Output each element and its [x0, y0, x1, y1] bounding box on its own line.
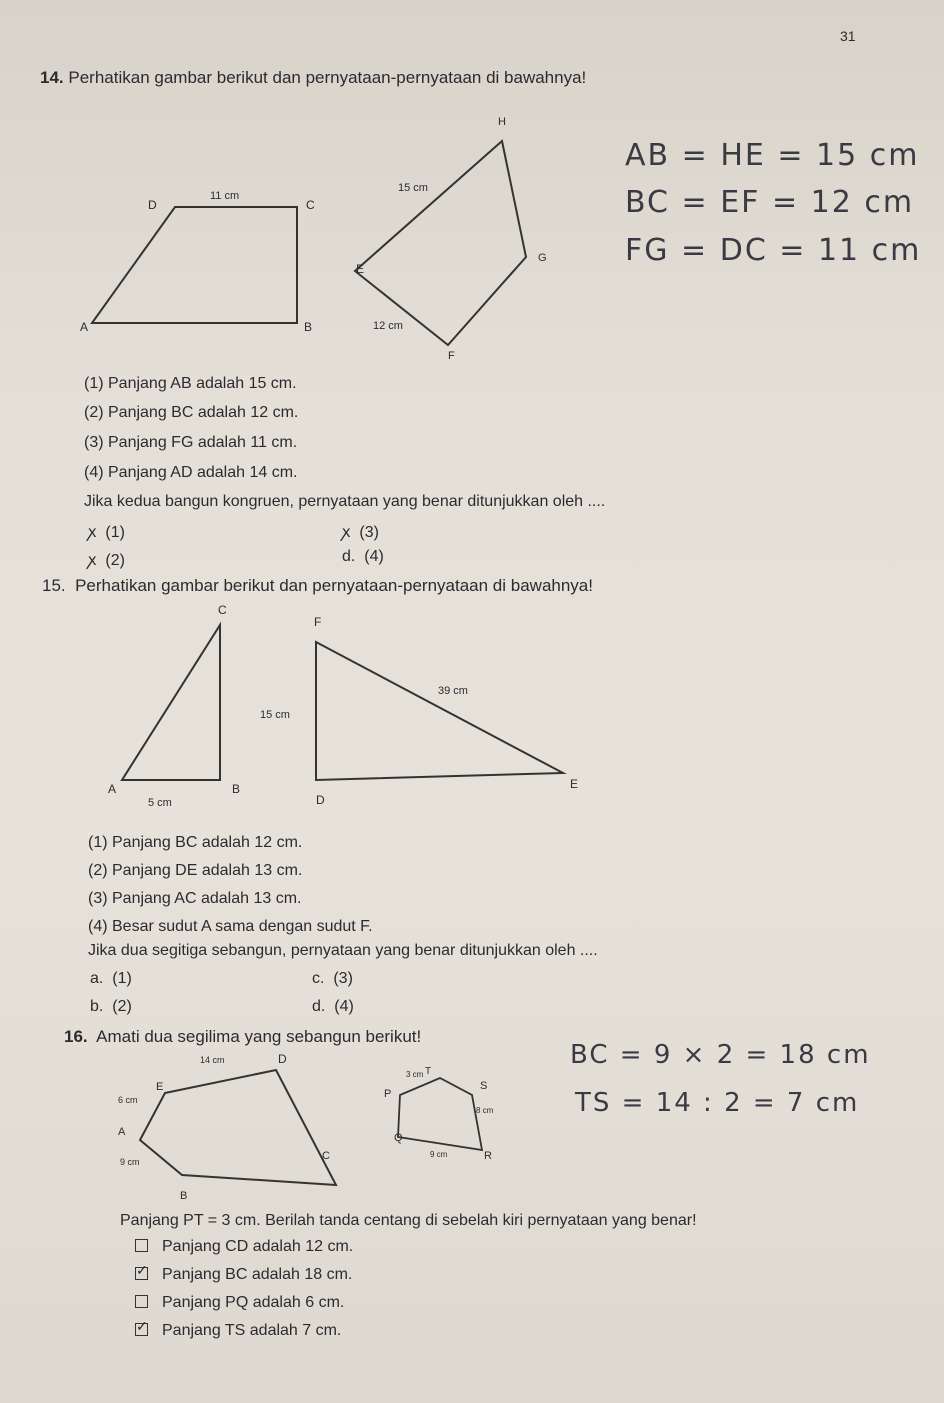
q14-prompt [40, 68, 586, 88]
q14-prompt-text: Perhatikan gambar berikut dan pernyataan-pernyataan di bawahnya! [68, 68, 587, 87]
q16-figure [100, 1045, 520, 1205]
q16-check-4[interactable] [135, 1318, 342, 1340]
q15-option-b[interactable] [90, 998, 132, 1016]
label-s: S [480, 1080, 488, 1092]
cross-mark-icon: ꭗ [88, 550, 97, 569]
q14-option-c[interactable] [342, 520, 379, 542]
q14-option-b[interactable] [88, 548, 125, 570]
checkbox-icon[interactable] [135, 1239, 148, 1252]
q15-option-b-letter: b. [90, 998, 104, 1015]
length-ea: 6 cm [118, 1095, 138, 1105]
q14-question: Jika kedua bangun kongruen, pernyataan yang benar ditunjukkan oleh .... [84, 493, 606, 510]
q14-option-b-text: (2) [105, 552, 125, 569]
q14-statement-2: (2) Panjang BC adalah 12 cm. [84, 404, 299, 421]
q14-note-3: FG = DC = 11 cm [625, 233, 922, 268]
quadrilateral-efgh [355, 141, 526, 345]
q15-option-a[interactable] [90, 970, 132, 988]
q15-option-d-letter: d. [312, 998, 326, 1015]
label-c: C [306, 198, 315, 212]
length-ef: 12 cm [373, 320, 403, 332]
label-h: H [498, 116, 506, 128]
length-fd: 15 cm [260, 709, 290, 721]
length-pt: 3 cm [406, 1070, 424, 1079]
q16-prompt [64, 1027, 421, 1047]
q16-number: 16. [64, 1027, 88, 1046]
label-f: F [314, 615, 322, 629]
q14-figure [70, 105, 590, 365]
q14-option-d-letter: d. [342, 548, 356, 565]
label-e: E [156, 1081, 164, 1093]
q16-check-4-text: Panjang TS adalah 7 cm. [162, 1322, 342, 1339]
label-g: G [538, 252, 547, 264]
q15-question: Jika dua segitiga sebangun, pernyataan yang benar ditunjukkan oleh .... [88, 942, 598, 959]
q16-prompt-text: Amati dua segilima yang sebangun berikut! [96, 1027, 422, 1046]
triangle-def [316, 642, 563, 780]
q15-prompt [42, 576, 593, 596]
label-d: D [316, 793, 325, 807]
length-dc: 11 cm [210, 190, 240, 202]
cross-mark-icon: ꭗ [88, 522, 97, 541]
q15-option-a-text: (1) [112, 970, 132, 987]
q16-check-3-text: Panjang PQ adalah 6 cm. [162, 1294, 345, 1311]
q16-check-2-text: Panjang BC adalah 18 cm. [162, 1266, 353, 1283]
label-b: B [304, 320, 313, 334]
label-t: T [425, 1066, 432, 1077]
cross-mark-icon: ꭗ [342, 522, 351, 541]
length-qr: 9 cm [430, 1150, 448, 1159]
q15-option-d-text: (4) [334, 998, 354, 1015]
label-e: E [356, 262, 365, 276]
length-ed: 14 cm [200, 1055, 225, 1065]
checked-checkbox-icon[interactable]: ✓ [136, 1318, 148, 1334]
q14-option-d[interactable] [342, 548, 384, 566]
length-sr: 8 cm [476, 1106, 494, 1115]
q16-note-1: BC = 9 × 2 = 18 cm [570, 1040, 871, 1070]
q15-statement-3: (3) Panjang AC adalah 13 cm. [88, 890, 302, 907]
label-d: D [148, 198, 157, 212]
q15-option-c-letter: c. [312, 970, 325, 987]
q14-number: 14. [40, 68, 64, 87]
page-number: 31 [840, 28, 856, 44]
q14-note-1: AB = HE = 15 cm [625, 138, 920, 173]
length-ab: 9 cm [120, 1157, 140, 1167]
q15-option-c[interactable] [312, 970, 353, 988]
q16-check-1-text: Panjang CD adalah 12 cm. [162, 1238, 354, 1255]
q14-option-c-text: (3) [359, 524, 379, 541]
q16-check-2[interactable] [135, 1262, 353, 1284]
label-a: A [80, 320, 89, 334]
label-a: A [108, 782, 117, 796]
q14-option-a[interactable] [88, 520, 125, 542]
q14-statement-4: (4) Panjang AD adalah 14 cm. [84, 464, 298, 481]
label-r: R [484, 1150, 492, 1162]
q14-statement-1: (1) Panjang AB adalah 15 cm. [84, 375, 297, 392]
q15-statement-4: (4) Besar sudut A sama dengan sudut F. [88, 918, 373, 935]
label-b: B [180, 1190, 188, 1202]
label-p: P [384, 1088, 392, 1100]
q14-note-2: BC = EF = 12 cm [625, 185, 915, 220]
q15-statement-1: (1) Panjang BC adalah 12 cm. [88, 834, 303, 851]
q16-check-3[interactable] [135, 1294, 344, 1312]
q15-figure [100, 600, 600, 815]
label-e: E [570, 777, 579, 791]
trapezoid-abcd [92, 207, 297, 323]
length-fe: 39 cm [438, 685, 468, 697]
q15-option-b-text: (2) [112, 998, 132, 1015]
q16-note-2: TS = 14 : 2 = 7 cm [575, 1088, 860, 1118]
q15-option-c-text: (3) [333, 970, 353, 987]
length-ab: 5 cm [148, 797, 172, 809]
label-c: C [218, 603, 227, 617]
label-q: Q [394, 1132, 403, 1144]
label-c: C [322, 1150, 330, 1162]
q15-option-d[interactable] [312, 998, 354, 1016]
q16-check-1[interactable] [135, 1238, 353, 1256]
q14-option-a-text: (1) [105, 524, 125, 541]
pentagon-abcde [140, 1070, 336, 1185]
q14-option-d-text: (4) [364, 548, 384, 565]
checked-checkbox-icon[interactable]: ✓ [136, 1262, 148, 1278]
q15-prompt-text: Perhatikan gambar berikut dan pernyataan-pernyataan di bawahnya! [75, 576, 593, 595]
pentagon-pqrst [398, 1078, 482, 1150]
length-hg: 15 cm [398, 182, 428, 194]
q15-option-a-letter: a. [90, 970, 104, 987]
q14-statement-3: (3) Panjang FG adalah 11 cm. [84, 434, 298, 451]
label-a: A [118, 1126, 126, 1138]
q16-instruction: Panjang PT = 3 cm. Berilah tanda centang di sebelah kiri pernyataan yang benar! [120, 1212, 697, 1229]
label-b: B [232, 782, 241, 796]
checkbox-icon[interactable] [135, 1295, 148, 1308]
label-d: D [278, 1052, 287, 1066]
q15-number: 15. [42, 576, 66, 595]
triangle-abc [122, 625, 220, 780]
q15-statement-2: (2) Panjang DE adalah 13 cm. [88, 862, 303, 879]
label-f: F [448, 350, 455, 362]
